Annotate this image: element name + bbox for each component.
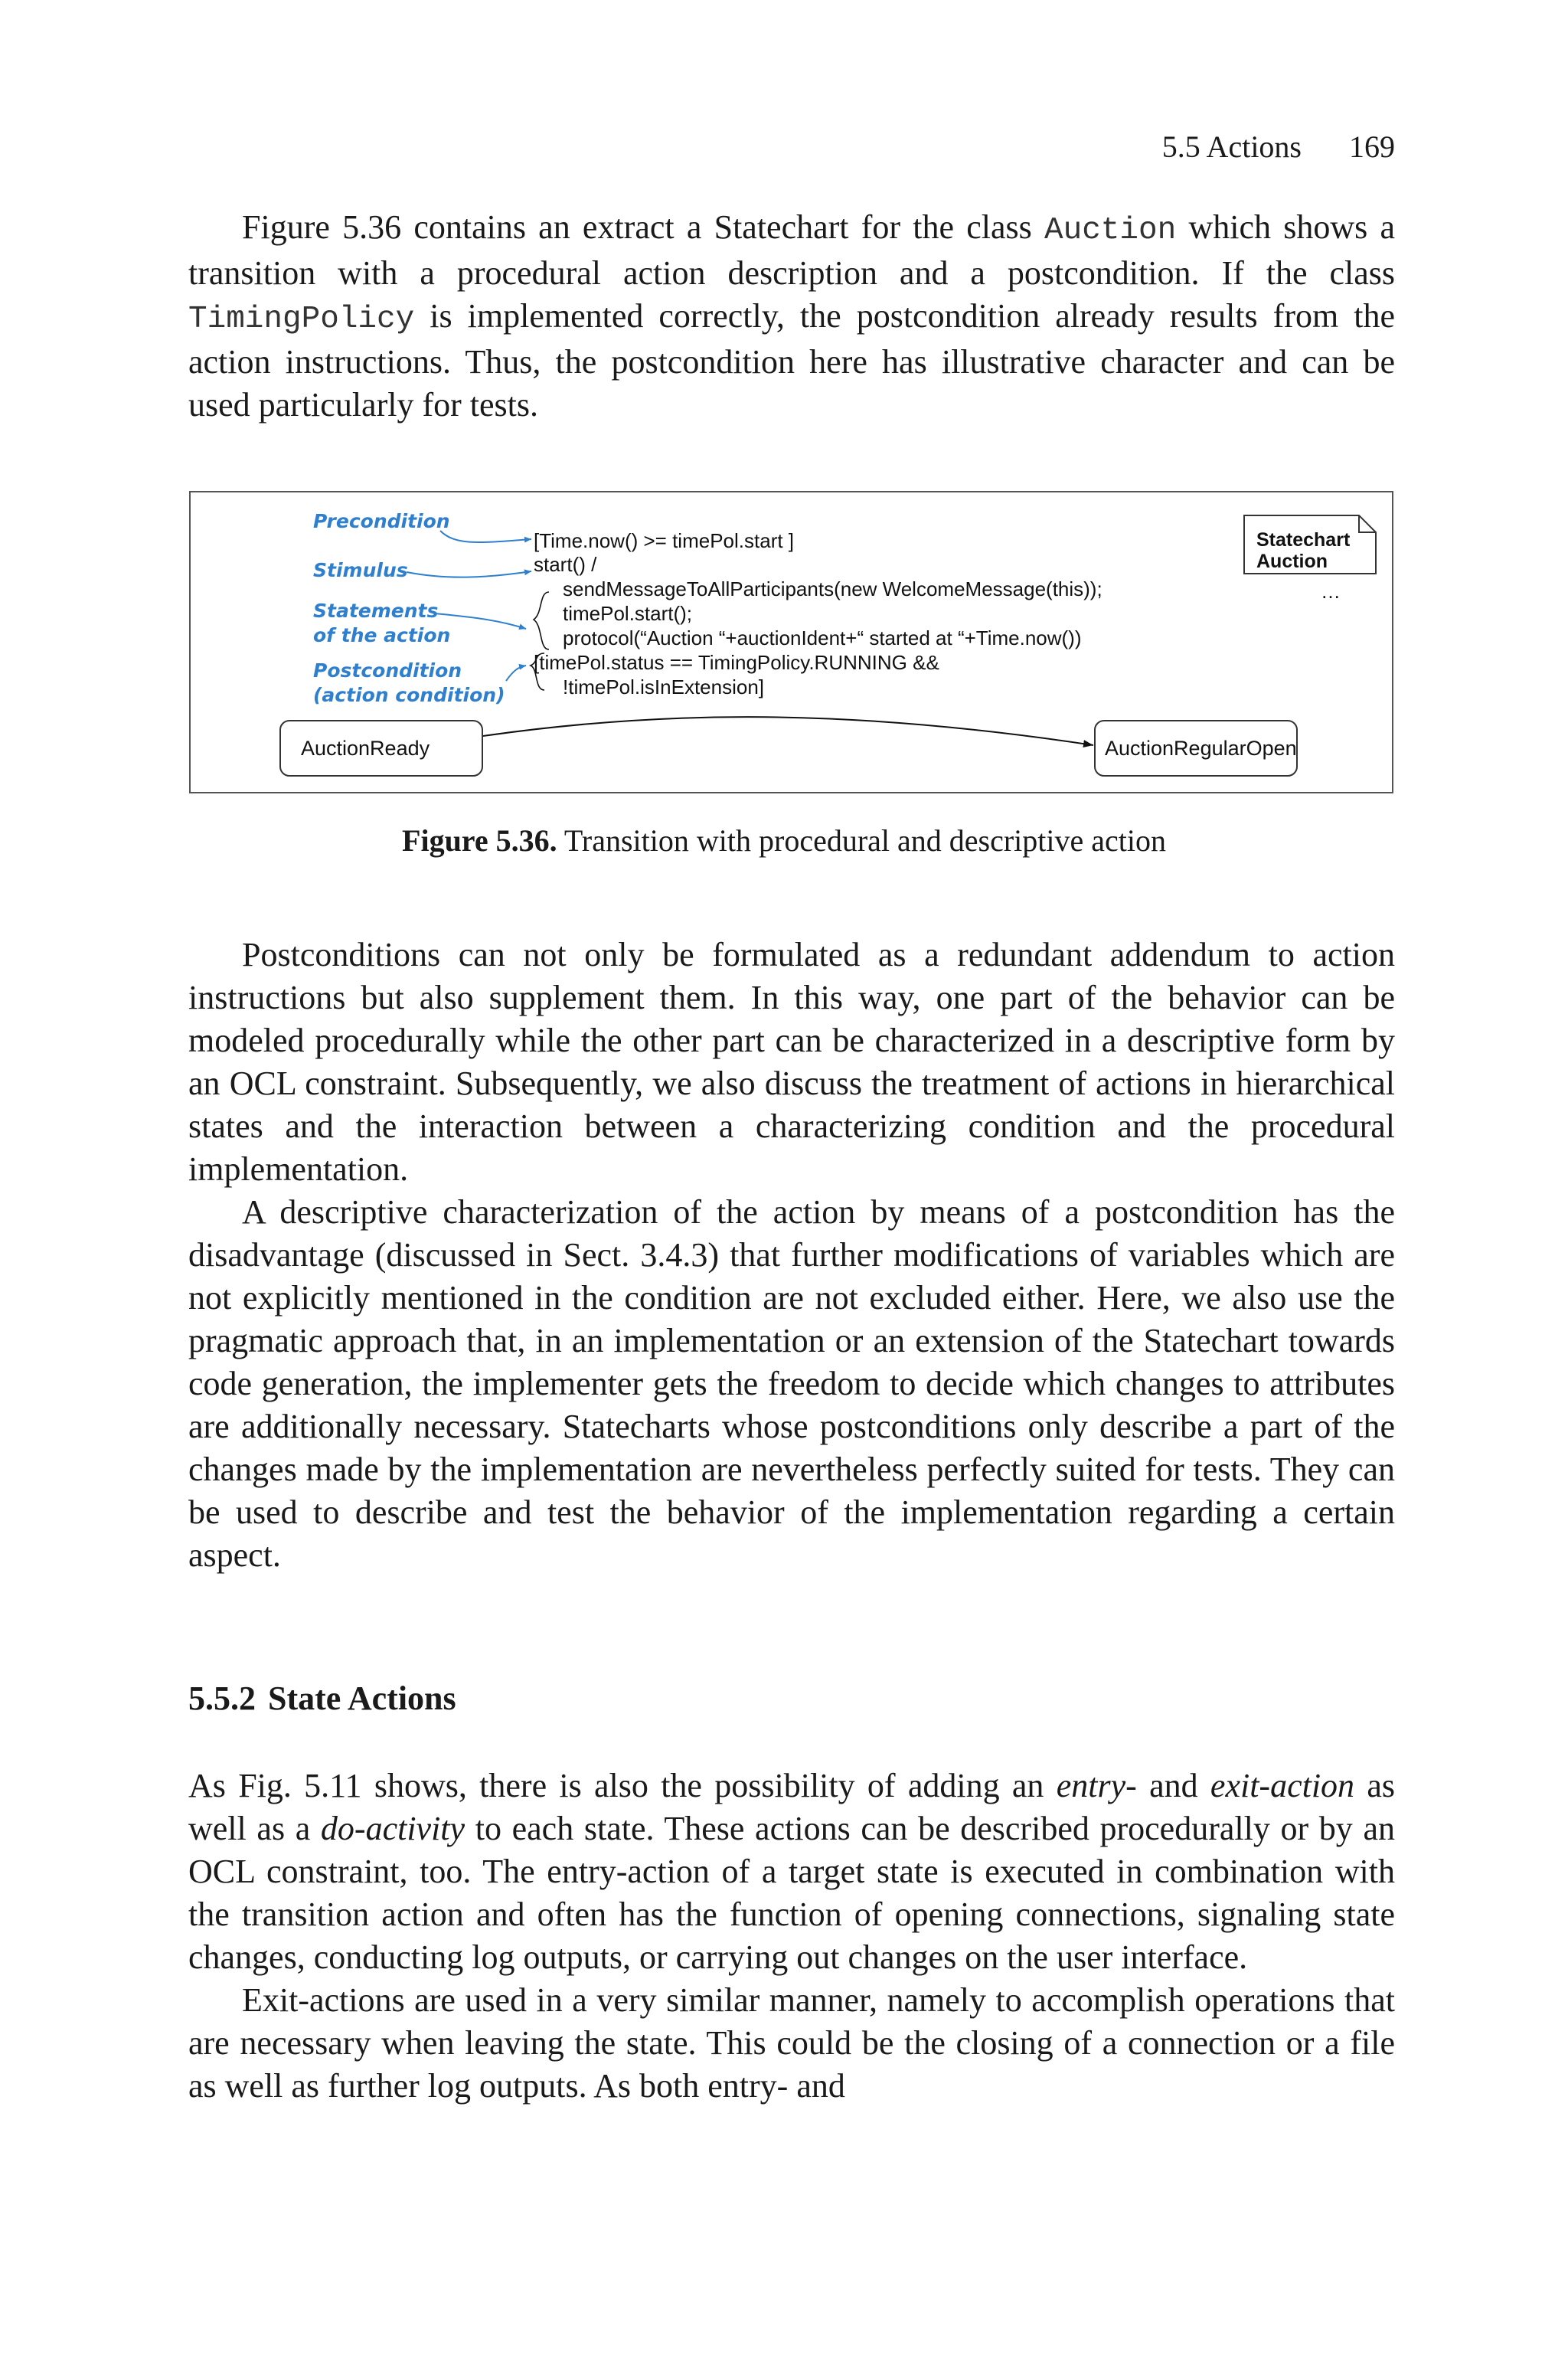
emphasis-do-activity: do-activity	[320, 1810, 466, 1847]
statechart-note-line1: Statechart	[1256, 529, 1351, 551]
figure-caption	[0, 823, 1568, 859]
text-run: Figure 5.36 contains an extract a Statechart for the class	[242, 208, 1044, 246]
brace-statements	[534, 592, 549, 649]
transition-arrow	[483, 717, 1093, 745]
emphasis-entry: entry-	[1056, 1767, 1137, 1804]
figure-5-36	[189, 491, 1393, 793]
subsection-heading	[188, 1679, 456, 1718]
figure-caption-label: Figure 5.36.	[402, 823, 557, 858]
statechart-note-line2: Auction	[1256, 551, 1328, 572]
body-text	[188, 934, 1395, 1577]
running-head	[1162, 129, 1395, 165]
annotation-statements-1: Statements	[313, 600, 439, 622]
state-auction-regular-open-label: AuctionRegularOpen	[1105, 737, 1297, 760]
statechart-ellipsis: …	[1321, 580, 1341, 603]
page-number: 169	[1349, 129, 1395, 164]
code-line-send-message: sendMessageToAllParticipants(new WelcomeMessage(this));	[563, 577, 1102, 600]
annotation-postcondition-1: Postcondition	[313, 659, 462, 682]
code-line-guard: [Time.now() >= timePol.start ]	[534, 529, 795, 552]
code-line-stimulus: start() /	[534, 553, 597, 576]
arrow-postcondition	[506, 666, 526, 681]
state-actions-text	[188, 1765, 1395, 2108]
code-line-timepol-start: timePol.start();	[563, 602, 693, 625]
code-line-postcondition-1: [timePol.status == TimingPolicy.RUNNING &&	[534, 651, 939, 674]
intro-text	[188, 206, 1395, 427]
code-timingpolicy: TimingPolicy	[188, 302, 415, 337]
text-run: and	[1136, 1767, 1210, 1804]
subsection-title: State Actions	[268, 1680, 456, 1717]
subsection-number: 5.5.2	[188, 1680, 256, 1717]
text-run: is implemented correctly, the postcondition already results from the action instructions. Thus, the postcondition here has illustrative character and can be used particularly for tests.	[188, 297, 1395, 424]
paragraph-exit-actions: Exit-actions are used in a very similar manner, namely to accomplish operations that are necessary when leaving the state. This could be the closing of a connection or a file as well as further log outputs. As both entry- and	[188, 1981, 1395, 2105]
paragraph-intro	[188, 206, 1395, 427]
running-head-section: 5.5 Actions	[1161, 129, 1302, 164]
annotation-precondition: Precondition	[313, 510, 450, 532]
annotation-statements-2: of the action	[313, 624, 451, 646]
text-run: as well as a	[188, 1767, 1396, 1847]
paragraph-postconditions: Postconditions can not only be formulated as a redundant addendum to action instructions but also supplement them. In this way, one part of the behavior can be modeled procedurally while the other part can be characterized in a descriptive form by an OCL constraint. Subsequently, we also discuss the treatment of actions in hierarchical states and the interaction between a characterizing condition and the procedural implementation.	[188, 936, 1395, 1188]
text-run: to each state. These actions can be described procedurally or by an OCL constraint, too. The entry-action of a target state is executed in combination with the transition action and often has the function of opening connections, signaling state changes, conducting log outputs, or carrying out changes on the user interface.	[188, 1810, 1395, 1976]
text-run: which shows a transition with a procedural action description and a postcondition. If the class	[188, 208, 1395, 292]
annotation-stimulus: Stimulus	[313, 559, 408, 581]
code-line-postcondition-2: !timePol.isInExtension]	[563, 675, 765, 698]
statechart-diagram	[191, 492, 1395, 795]
emphasis-exit-action: exit-action	[1210, 1767, 1355, 1804]
code-auction: Auction	[1044, 213, 1177, 248]
text-run: As Fig. 5.11 shows, there is also the possibility of adding an	[188, 1767, 1057, 1804]
arrow-precondition	[440, 531, 531, 542]
arrow-stimulus	[407, 571, 531, 577]
paragraph-state-actions	[188, 1765, 1395, 1979]
code-line-protocol: protocol(“Auction “+auctionIdent+“ started at “+Time.now())	[563, 626, 1082, 649]
paragraph-descriptive: A descriptive characterization of the action by means of a postcondition has the disadvantage (discussed in Sect. 3.4.3) that further modifications of variables which are not explicitly mentioned in the condition are not excluded either. Here, we also use the pragmatic approach that, in an implementation or an extension of the Statechart towards code generation, the implementer gets the freedom to decide which changes to attributes are additionally necessary. Statecharts whose postconditions only describe a part of the changes made by the implementation are nevertheless perfectly suited for tests. They can be used to describe and test the behavior of the implementation regarding a certain aspect.	[188, 1193, 1395, 1574]
figure-caption-text: Transition with procedural and descriptive action	[557, 823, 1166, 858]
state-auction-ready-label: AuctionReady	[301, 737, 430, 760]
annotation-postcondition-2: (action condition)	[313, 684, 505, 706]
